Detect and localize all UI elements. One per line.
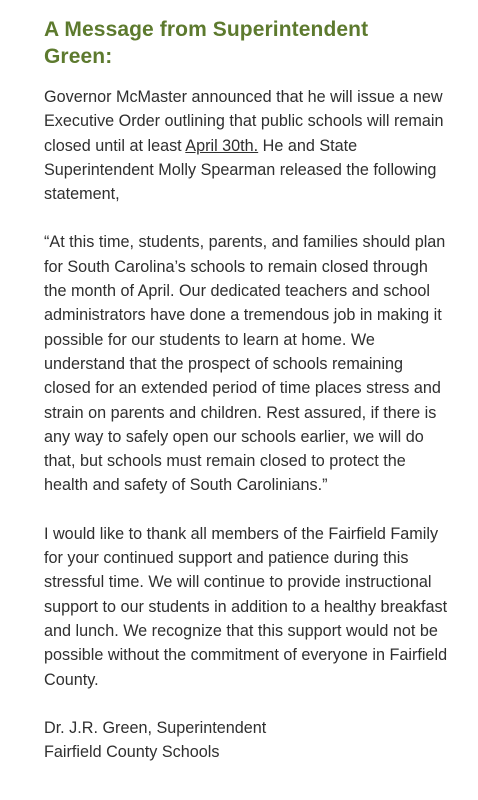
date-link[interactable]: April 30th. xyxy=(185,136,259,155)
title-line-1: A Message from Superintendent xyxy=(44,18,369,41)
thanks-paragraph: I would like to thank all members of the Fairfield Family for your continued support and patience during this stressful time. We will continue to provide instructional support to our students in addition to a healthy breakfast and lunch. We recognize that this support would not be possible without the commitment of everyone in Fairfield County. xyxy=(44,524,448,689)
announcement-text-before: Governor McMaster announced that he will issue a new Executive Order outlining that public schools will remain closed until at least xyxy=(44,88,444,155)
page-title xyxy=(44,16,448,70)
signature-organization: Fairfield County Schools xyxy=(44,743,220,762)
announcement-text-after: He and State Superintendent Molly Spearman released the following statement, xyxy=(44,136,437,204)
title-line-2: Green: xyxy=(44,45,113,68)
signature xyxy=(44,716,448,765)
statement-quote-paragraph: “At this time, students, parents, and families should plan for South Carolina’s schools to remain closed through the month of April. Our dedicated teachers and school administrators have done a tremendous job in making it possible for our students to learn at home. We understand that the prospect of schools remaining closed for an extended period of time places stress and strain on parents and children. Rest assured, if there is any way to safely open our schools earlier, we will do that, but schools must remain closed to protect the health and safety of South Carolinians.” xyxy=(44,233,446,495)
signature-name: Dr. J.R. Green, Superintendent xyxy=(44,718,267,737)
announcement-paragraph xyxy=(44,85,448,206)
